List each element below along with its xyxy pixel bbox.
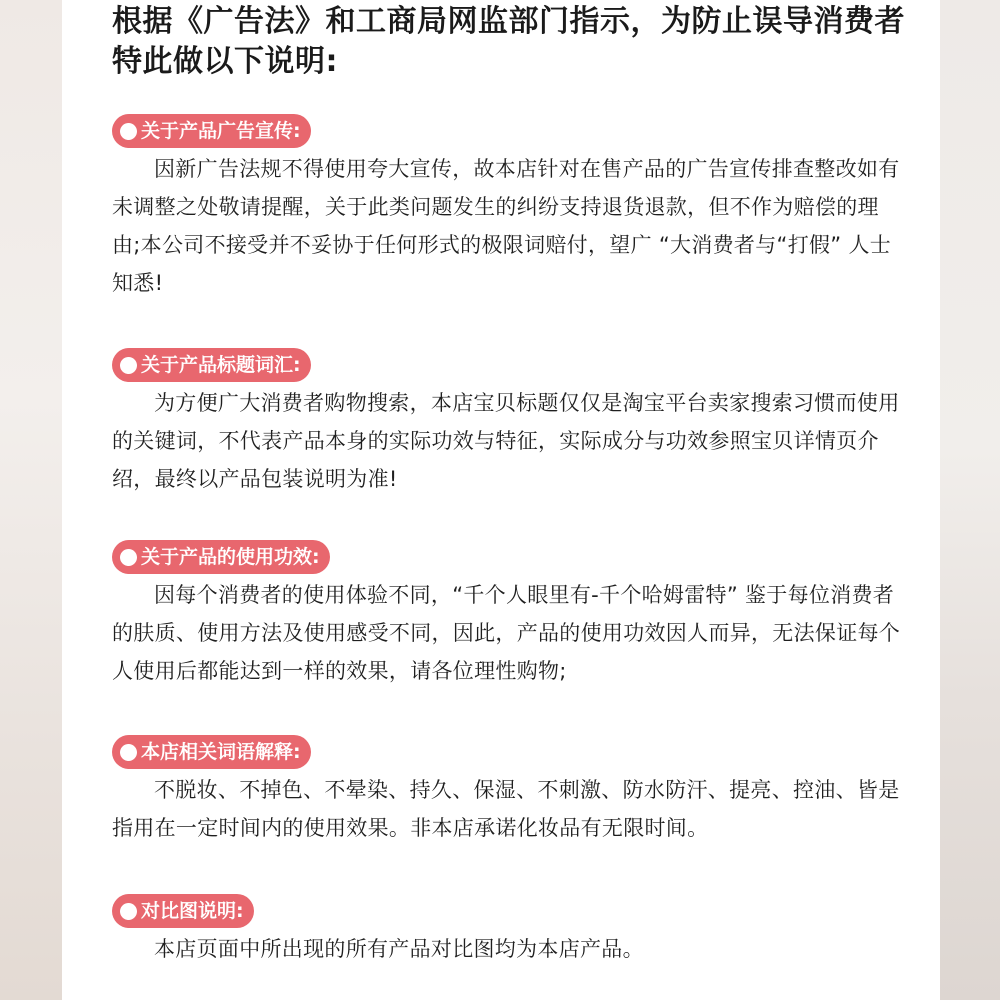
section-badge xyxy=(112,735,311,769)
section-badge xyxy=(112,348,311,382)
section-comparison xyxy=(112,894,902,968)
section-title: 关于产品的使用功效: xyxy=(141,546,320,568)
section-title: 关于产品标题词汇: xyxy=(141,354,301,376)
page-headline: 根据《广告法》和工商局网监部门指示，为防止误导消费者特此做以下说明: xyxy=(112,4,905,79)
bullet-dot-icon xyxy=(120,549,137,566)
background-left xyxy=(0,0,62,1000)
bullet-dot-icon xyxy=(120,903,137,920)
section-advertising xyxy=(112,114,902,302)
background-right xyxy=(940,0,1000,1000)
section-title: 对比图说明: xyxy=(141,900,244,922)
section-efficacy xyxy=(112,540,902,690)
section-text: 因每个消费者的使用体验不同，“千个人眼里有-千个哈姆雷特” 鉴于每位消费者的肤质、使用方法及使用感受不同，因此，产品的使用功效因人而异，无法保证每个人使用后都能达到一样的效果，请各位理性购物; xyxy=(112,583,901,683)
section-text: 本店页面中所出现的所有产品对比图均为本店产品。 xyxy=(154,937,644,961)
section-badge xyxy=(112,540,330,574)
section-title: 本店相关词语解释: xyxy=(141,741,301,763)
bullet-dot-icon xyxy=(120,744,137,761)
section-badge xyxy=(112,114,311,148)
section-text: 为方便广大消费者购物搜索，本店宝贝标题仅仅是淘宝平台卖家搜索习惯而使用的关键词，不代表产品本身的实际功效与特征，实际成分与功效参照宝贝详情页介绍，最终以产品包装说明为准! xyxy=(112,391,900,491)
bullet-dot-icon xyxy=(120,357,137,374)
bullet-dot-icon xyxy=(120,123,137,140)
section-badge xyxy=(112,894,254,928)
section-text: 因新广告法规不得使用夸大宣传，故本店针对在售产品的广告宣传排查整改如有未调整之处敬请提醒，关于此类问题发生的纠纷支持退货退款，但不作为赔偿的理由;本公司不接受并不妥协于任何形式的极限词赔付，望广 “大消费者与“打假” 人士知悉! xyxy=(112,157,900,295)
section-title-words xyxy=(112,348,902,498)
section-term-explanation xyxy=(112,735,902,847)
notice-card xyxy=(62,0,940,1000)
section-text: 不脱妆、不掉色、不晕染、持久、保湿、不刺激、防水防汗、提亮、控油、皆是指用在一定时间内的使用效果。非本店承诺化妆品有无限时间。 xyxy=(112,778,900,840)
section-title: 关于产品广告宣传: xyxy=(141,120,301,142)
